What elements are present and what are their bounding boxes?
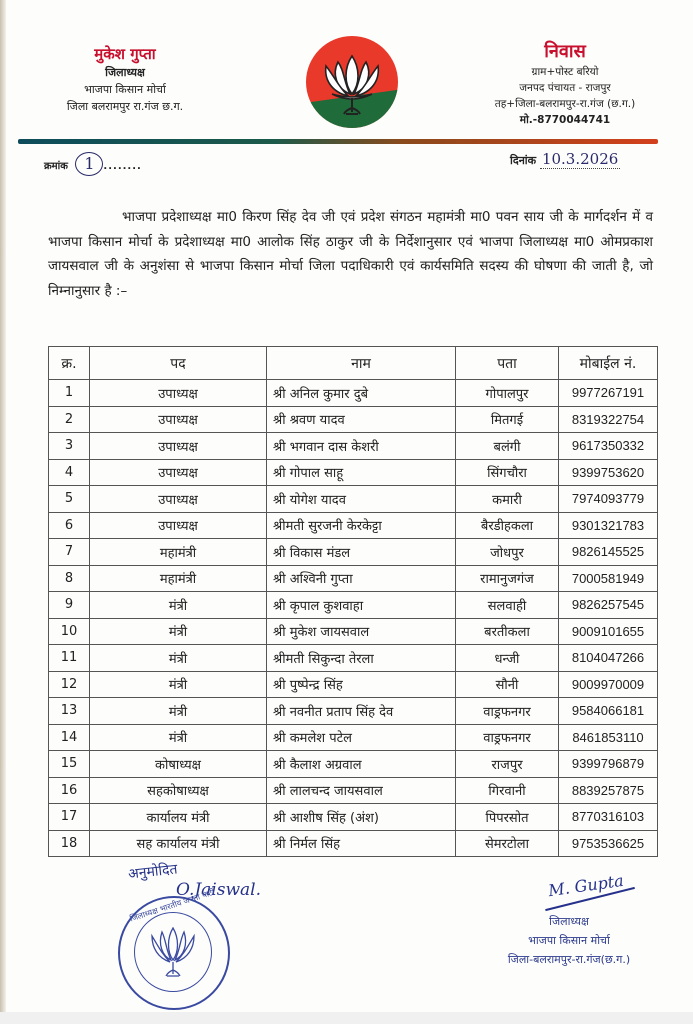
cell-address: बलंगी (456, 433, 559, 460)
cell-address: रामानुजगंज (456, 565, 559, 592)
cell-address: गिरवानी (456, 777, 559, 804)
signatory-block (484, 912, 654, 969)
cell-serial: 10 (49, 618, 90, 645)
cell-post: महामंत्री (90, 565, 267, 592)
table-row (49, 459, 658, 486)
announcement-paragraph: भाजपा प्रदेशाध्यक्ष मा0 किरण सिंह देव जी एवं प्रदेश संगठन महामंत्री मा0 पवन साय जी के मार्गदर्शन में व भाजपा किसान मोर्चा के प्रदेशाध्यक्ष मा0 आलोक सिंह ठाकुर जी के निर्देशानुसार एवं भाजपा जिलाध्यक्ष मा0 ओमप्रकाश जायसवाल जी के अनुशंसा से भाजपा किसान मोर्चा जिला पदाधिकारी एवं कार्यसमिति सदस्य की घोषणा की जाती है, जो निम्नानुसार है :– (48, 209, 653, 299)
table-row (49, 618, 658, 645)
cell-serial: 2 (49, 406, 90, 433)
cell-serial: 6 (49, 512, 90, 539)
cell-address: वाड्रफनगर (456, 698, 559, 725)
cell-post: उपाध्यक्ष (90, 512, 267, 539)
table-row (49, 804, 658, 831)
cell-mobile: 8461853110 (559, 724, 658, 751)
cell-name: श्री अनिल कुमार दुबे (267, 380, 456, 407)
cell-name: श्री कमलेश पटेल (267, 724, 456, 751)
cell-name: श्री निर्मल सिंह (267, 830, 456, 857)
cell-post: उपाध्यक्ष (90, 406, 267, 433)
table-row (49, 671, 658, 698)
mobile-number: मो.-8770044741 (519, 114, 611, 126)
cell-address: सेमरटोला (456, 830, 559, 857)
cell-mobile: 9584066181 (559, 698, 658, 725)
cell-post: मंत्री (90, 671, 267, 698)
cell-mobile: 8839257875 (559, 777, 658, 804)
cell-address: सौनी (456, 671, 559, 698)
date-value: 10.3.2026 (541, 150, 619, 168)
cell-mobile: 9399753620 (559, 459, 658, 486)
cell-address: वाड्रफनगर (456, 724, 559, 751)
address-line-2: जनपद पंचायत - राजपुर (519, 82, 611, 94)
approver-signature: O.Jaiswal. (176, 880, 261, 900)
header-name: नाम (267, 347, 456, 380)
official-stamp (118, 887, 230, 1010)
stamp-text: जिलाध्यक्ष भारतीय जनता पार्टी (128, 887, 216, 924)
cell-post: मंत्री (90, 724, 267, 751)
cell-mobile: 9009970009 (559, 671, 658, 698)
table-row (49, 830, 658, 857)
cell-address: गोपालपुर (456, 380, 559, 407)
cell-serial: 18 (49, 830, 90, 857)
header-serial: क्र. (49, 347, 90, 380)
signatory-designation: जिलाध्यक्ष (549, 915, 589, 928)
cell-name: श्री योगेश यादव (267, 486, 456, 513)
table-row (49, 512, 658, 539)
cell-post: उपाध्यक्ष (90, 459, 267, 486)
cell-post: उपाध्यक्ष (90, 433, 267, 460)
cell-mobile: 8319322754 (559, 406, 658, 433)
cell-serial: 1 (49, 380, 90, 407)
sender-district: जिला बलरामपुर रा.गंज छ.ग. (66, 100, 184, 113)
cell-serial: 16 (49, 777, 90, 804)
reference-number (44, 152, 142, 176)
approval-note: अनुमोदित (127, 861, 179, 883)
bjp-lotus-logo-icon (306, 36, 398, 128)
cell-post: सहकोषाध्यक्ष (90, 777, 267, 804)
cell-name: श्री नवनीत प्रताप सिंह देव (267, 698, 456, 725)
lotus-icon (306, 36, 398, 128)
cell-name: श्री आशीष सिंह (अंश) (267, 804, 456, 831)
table-row (49, 406, 658, 433)
cell-name: श्री अश्विनी गुप्ता (267, 565, 456, 592)
cell-mobile: 9301321783 (559, 512, 658, 539)
cell-serial: 17 (49, 804, 90, 831)
cell-post: मंत्री (90, 645, 267, 672)
address-line-3: तह+जिला-बलरामपुर-रा.गंज (छ.ग.) (494, 98, 636, 110)
cell-address: सिंगचौरा (456, 459, 559, 486)
cell-name: श्री मुकेश जायसवाल (267, 618, 456, 645)
cell-address: पिपरसोत (456, 804, 559, 831)
signatory-district: जिला-बलरामपुर-रा.गंज(छ.ग.) (507, 953, 631, 966)
cell-mobile: 9617350332 (559, 433, 658, 460)
table-row (49, 539, 658, 566)
page-bottom-margin (0, 1012, 693, 1024)
table-row (49, 698, 658, 725)
cell-name: श्रीमती सिकुन्दा तेरला (267, 645, 456, 672)
cell-name: श्री विकास मंडल (267, 539, 456, 566)
sender-name: मुकेश गुप्ता (94, 45, 156, 63)
cell-serial: 15 (49, 751, 90, 778)
cell-post: महामंत्री (90, 539, 267, 566)
cell-name: श्री कैलाश अग्रवाल (267, 751, 456, 778)
sender-designation: जिलाध्यक्ष (105, 66, 145, 79)
cell-serial: 3 (49, 433, 90, 460)
reference-value: 1 (75, 152, 103, 176)
cell-serial: 8 (49, 565, 90, 592)
cell-name: श्री श्रवण यादव (267, 406, 456, 433)
table-row (49, 565, 658, 592)
cell-serial: 11 (49, 645, 90, 672)
cell-mobile: 9826257545 (559, 592, 658, 619)
cell-name: श्री कृपाल कुशवाहा (267, 592, 456, 619)
cell-mobile: 9826145525 (559, 539, 658, 566)
letterhead-right (470, 40, 660, 128)
letterhead-left (40, 44, 210, 115)
sender-organization: भाजपा किसान मोर्चा (84, 83, 166, 96)
cell-serial: 5 (49, 486, 90, 513)
header-mobile: मोबाईल नं. (559, 347, 658, 380)
cell-address: जोधपुर (456, 539, 559, 566)
cell-serial: 13 (49, 698, 90, 725)
cell-address: बरतीकला (456, 618, 559, 645)
table-row (49, 486, 658, 513)
table-row (49, 380, 658, 407)
cell-mobile: 8104047266 (559, 645, 658, 672)
cell-address: राजपुर (456, 751, 559, 778)
table-row (49, 592, 658, 619)
stamp-lotus-icon (140, 920, 206, 986)
table-row (49, 645, 658, 672)
cell-serial: 12 (49, 671, 90, 698)
header-divider (18, 139, 658, 144)
cell-post: मंत्री (90, 592, 267, 619)
reference-label: क्रमांक (44, 161, 68, 172)
district-president-signature: M. Gupta (547, 870, 625, 901)
cell-address: कमारी (456, 486, 559, 513)
cell-mobile: 9009101655 (559, 618, 658, 645)
residence-title: निवास (544, 41, 586, 62)
cell-post: मंत्री (90, 618, 267, 645)
cell-name: श्री लालचन्द जायसवाल (267, 777, 456, 804)
letter-date (510, 150, 620, 168)
cell-mobile: 7000581949 (559, 565, 658, 592)
cell-mobile: 7974093779 (559, 486, 658, 513)
table-row (49, 724, 658, 751)
cell-name: श्री गोपाल साहू (267, 459, 456, 486)
cell-mobile: 9977267191 (559, 380, 658, 407)
date-label: दिनांक (510, 154, 537, 167)
cell-mobile: 8770316103 (559, 804, 658, 831)
table-header-row (49, 347, 658, 380)
signatory-organization: भाजपा किसान मोर्चा (528, 934, 610, 947)
cell-mobile: 9753536625 (559, 830, 658, 857)
cell-address: मितगई (456, 406, 559, 433)
cell-serial: 9 (49, 592, 90, 619)
table-row (49, 433, 658, 460)
header-address: पता (456, 347, 559, 380)
cell-name: श्रीमती सुरजनी केरकेट्टा (267, 512, 456, 539)
cell-serial: 14 (49, 724, 90, 751)
reference-dots: ........ (103, 161, 142, 172)
cell-post: उपाध्यक्ष (90, 380, 267, 407)
cell-post: कोषाध्यक्ष (90, 751, 267, 778)
cell-mobile: 9399796879 (559, 751, 658, 778)
cell-address: बैरडीहकला (456, 512, 559, 539)
office-bearers-table (48, 346, 658, 857)
cell-post: कार्यालय मंत्री (90, 804, 267, 831)
cell-serial: 7 (49, 539, 90, 566)
header-post: पद (90, 347, 267, 380)
cell-address: धन्जी (456, 645, 559, 672)
cell-serial: 4 (49, 459, 90, 486)
cell-address: सलवाही (456, 592, 559, 619)
address-line-1: ग्राम+पोस्ट बरियो (531, 66, 599, 78)
table-row (49, 777, 658, 804)
cell-post: सह कार्यालय मंत्री (90, 830, 267, 857)
cell-post: मंत्री (90, 698, 267, 725)
cell-name: श्री पुष्पेन्द्र सिंह (267, 671, 456, 698)
table-row (49, 751, 658, 778)
page-edge-shadow (0, 0, 6, 1024)
cell-post: उपाध्यक्ष (90, 486, 267, 513)
cell-name: श्री भगवान दास केशरी (267, 433, 456, 460)
